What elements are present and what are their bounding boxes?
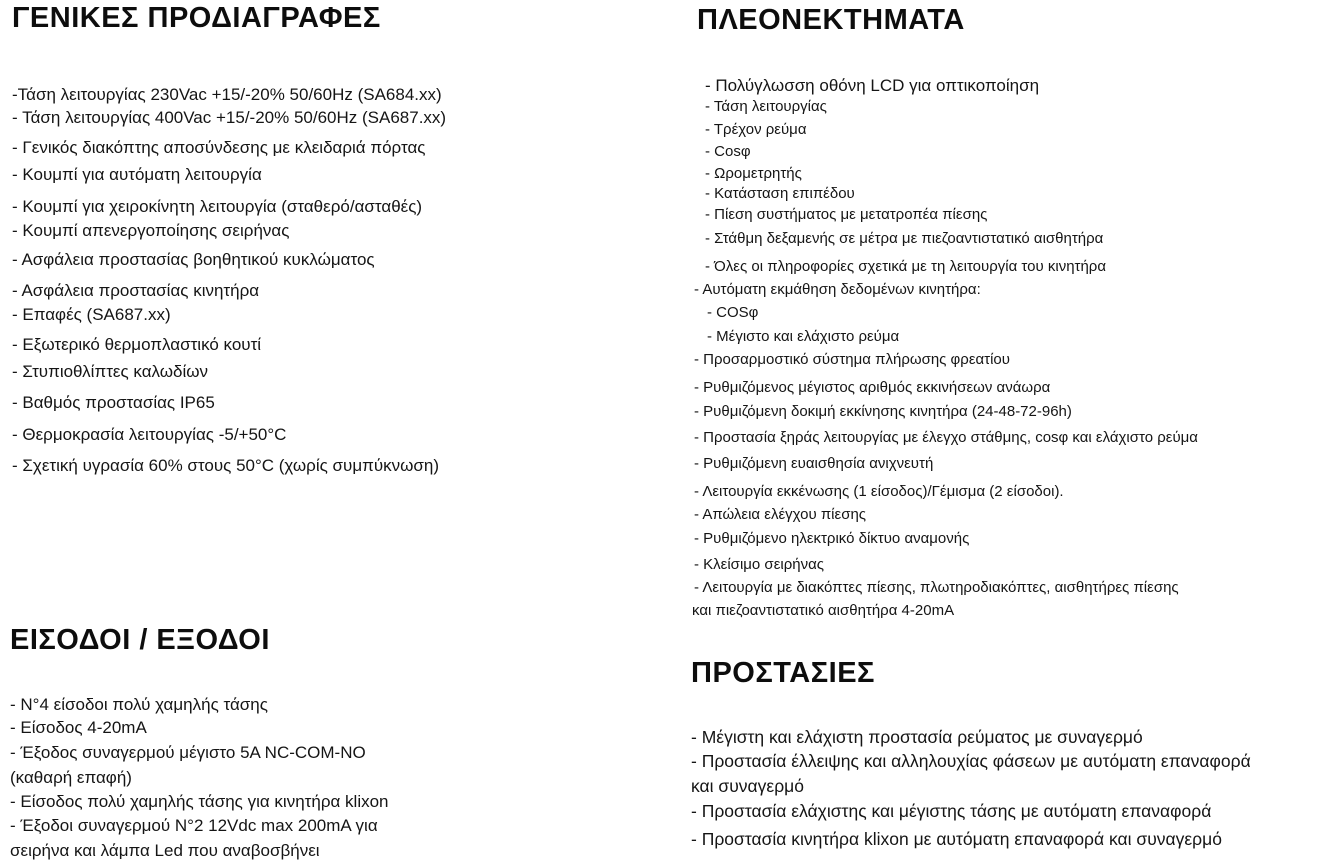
advantage-item: - Αυτόματη εκμάθηση δεδομένων κινητήρα:	[694, 281, 981, 298]
spec-item: - Ασφάλεια προστασίας κινητήρα	[12, 281, 260, 300]
spec-item: - Κουμπί για αυτόματη λειτουργία	[12, 165, 262, 184]
io-item: - Έξοδοι συναγερμού N°2 12Vdc max 200mA για	[10, 816, 378, 835]
spec-item: - Επαφές (SA687.xx)	[12, 305, 171, 324]
io-item: - Είσοδος 4-20mA	[10, 718, 147, 737]
spec-item: - Τάση λειτουργίας 400Vac +15/-20% 50/60Hz (SA687.xx)	[12, 108, 447, 127]
protection-item-continued: και συναγερμό	[691, 776, 804, 796]
advantage-item: - Ρυθμιζόμενο ηλεκτρικό δίκτυο αναμονής	[694, 530, 970, 547]
spec-item: - Σχετική υγρασία 60% στους 50°C (χωρίς συμπύκνωση)	[12, 456, 440, 475]
inputs-outputs-title: ΕΙΣΟΔΟΙ / ΕΞΟΔΟΙ	[10, 624, 270, 656]
io-item: - Είσοδος πολύ χαμηλής τάσης για κινητήρα klixon	[10, 792, 389, 811]
advantage-item: - Ρυθμιζόμενη ευαισθησία ανιχνευτή	[694, 455, 934, 472]
advantage-item: - Cosφ	[705, 143, 751, 160]
spec-item: - Θερμοκρασία λειτουργίας -5/+50°C	[12, 425, 287, 444]
spec-item: - Στυπιοθλίπτες καλωδίων	[12, 362, 209, 381]
protections-title: ΠΡΟΣΤΑΣΙΕΣ	[691, 657, 875, 689]
spec-item: -Τάση λειτουργίας 230Vac +15/-20% 50/60Hz (SA684.xx)	[12, 85, 442, 104]
advantage-item: - Πίεση συστήματος με μετατροπέα πίεσης	[705, 206, 988, 223]
advantage-item: - Λειτουργία με διακόπτες πίεσης, πλωτηροδιακόπτες, αισθητήρες πίεσης	[694, 579, 1179, 596]
spec-item: - Κουμπί για χειροκίνητη λειτουργία (σταθερό/ασταθές)	[12, 197, 423, 216]
io-item: - N°4 είσοδοι πολύ χαμηλής τάσης	[10, 695, 268, 714]
protection-item: - Προστασία ελάχιστης και μέγιστης τάσης με αυτόματη επαναφορά	[691, 801, 1212, 821]
advantage-item: - Κατάσταση επιπέδου	[705, 185, 855, 202]
protection-item: - Μέγιστη και ελάχιστη προστασία ρεύματος με συναγερμό	[691, 727, 1143, 747]
advantage-item: - Πολύγλωσση οθόνη LCD για οπτικοποίηση	[705, 76, 1040, 95]
advantages-title: ΠΛΕΟΝΕΚΤΗΜΑΤΑ	[697, 4, 965, 36]
spec-item: - Γενικός διακόπτης αποσύνδεσης με κλειδαριά πόρτας	[12, 138, 426, 157]
advantage-item: - Ρυθμιζόμενη δοκιμή εκκίνησης κινητήρα (24-48-72-96h)	[694, 403, 1072, 420]
spec-item: - Κουμπί απενεργοποίησης σειρήνας	[12, 221, 290, 240]
spec-item: - Ασφάλεια προστασίας βοηθητικού κυκλώματος	[12, 250, 375, 269]
advantage-item: - Τάση λειτουργίας	[705, 98, 827, 115]
spec-item: - Εξωτερικό θερμοπλαστικό κουτί	[12, 335, 262, 354]
advantage-item: - COSφ	[707, 304, 759, 321]
advantage-item: - Ρυθμιζόμενος μέγιστος αριθμός εκκινήσεων ανάωρα	[694, 379, 1051, 396]
advantage-item: - Όλες οι πληροφορίες σχετικά με τη λειτουργία του κινητήρα	[705, 258, 1107, 275]
advantage-item: - Προσαρμοστικό σύστημα πλήρωσης φρεατίου	[694, 351, 1010, 368]
spec-item: - Βαθμός προστασίας IP65	[12, 393, 215, 412]
io-item-continued: (καθαρή επαφή)	[10, 768, 132, 787]
advantage-item: - Μέγιστο και ελάχιστο ρεύμα	[707, 328, 900, 345]
io-item: - Έξοδος συναγερμού μέγιστο 5A NC-COM-NO	[10, 743, 366, 762]
advantage-item-continued: και πιεζοαντιστατικό αισθητήρα 4-20mA	[692, 602, 955, 619]
advantage-item: - Τρέχον ρεύμα	[705, 121, 807, 138]
advantage-item: - Προστασία ξηράς λειτουργίας με έλεγχο στάθμης, cosφ και ελάχιστο ρεύμα	[694, 429, 1198, 446]
advantage-item: - Λειτουργία εκκένωσης (1 είσοδος)/Γέμισμα (2 είσοδοι).	[694, 483, 1064, 500]
advantage-item: - Στάθμη δεξαμενής σε μέτρα με πιεζοαντιστατικό αισθητήρα	[705, 230, 1104, 247]
advantage-item: - Απώλεια ελέγχου πίεσης	[694, 506, 867, 523]
advantage-item: - Ωρομετρητής	[705, 165, 802, 182]
general-specs-title: ΓΕΝΙΚΕΣ ΠΡΟΔΙΑΓΡΑΦΕΣ	[12, 2, 381, 34]
protection-item: - Προστασία κινητήρα klixon με αυτόματη επαναφορά και συναγερμό	[691, 829, 1222, 849]
protection-item: - Προστασία έλλειψης και αλληλουχίας φάσεων με αυτόματη επαναφορά	[691, 751, 1251, 771]
io-item-continued: σειρήνα και λάμπα Led που αναβοσβήνει	[10, 841, 320, 860]
advantage-item: - Κλείσιμο σειρήνας	[694, 556, 824, 573]
